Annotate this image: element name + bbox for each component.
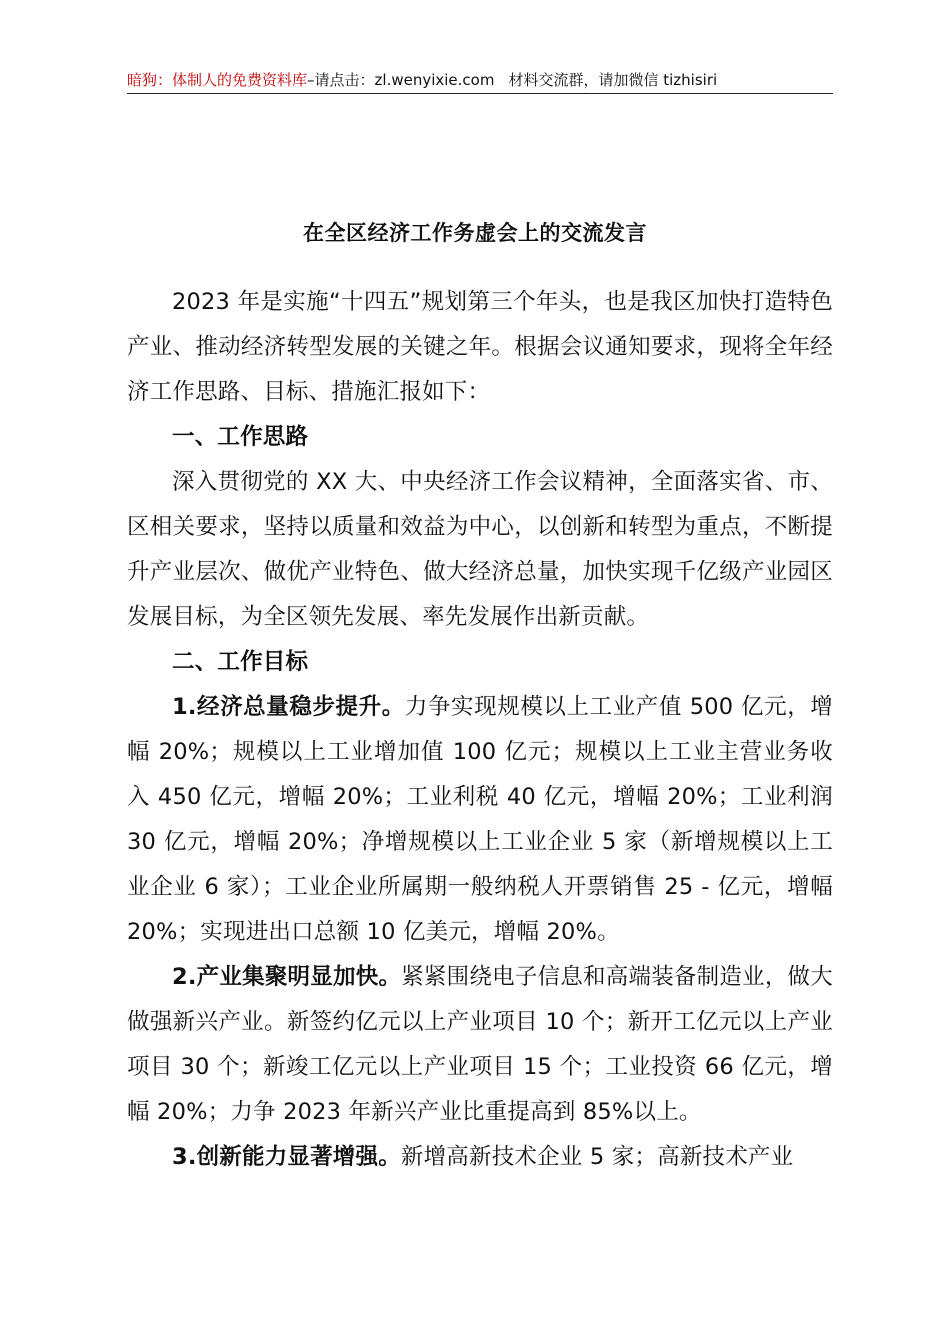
page-header bbox=[127, 70, 833, 90]
goal-item-lead: 2.产业集聚明显加快。 bbox=[172, 964, 402, 990]
section-heading-approach: 一、工作思路 bbox=[172, 424, 309, 450]
goal-item-text: 力争实现规模以上工业产值 500 亿元，增幅 20%；规模以上工业增加值 100 亿元；规模以上工业主营业务收入 450 亿元，增幅 20%；工业利税 40 亿元，增幅 20%；工业利润 30 亿元，增幅 20%；净增规模以上工业企业 5 家（新增规模以上工业企业 6 家）；工业企业所属期一般纳税人开票销售 25 - 亿元，增幅 20%；实现进出口总额 10 亿美元，增幅 20%。 bbox=[127, 694, 834, 945]
goal-item bbox=[127, 685, 833, 955]
goal-item-lead: 1.经济总量稳步提升。 bbox=[172, 694, 405, 720]
document-body bbox=[127, 280, 833, 1180]
goal-item-text: 紧紧围绕电子信息和高端装备制造业，做大做强新兴产业。新签约亿元以上产业项目 10 个；新开工亿元以上产业项目 30 个；新竣工亿元以上产业项目 15 个；工业投资 66 亿元，增幅 20%；力争 2023 年新兴产业比重提高到 85%以上。 bbox=[127, 964, 833, 1125]
header-url-link[interactable]: zl.wenyixie.com bbox=[374, 71, 495, 89]
document-title: 在全区经济工作务虚会上的交流发言 bbox=[303, 221, 647, 245]
approach-paragraph: 深入贯彻党的 XX 大、中央经济工作会议精神，全面落实省、市、区相关要求，坚持以质量和效益为中心，以创新和转型为重点，不断提升产业层次、做优产业特色、做大经济总量，加快实现千亿级产业园区发展目标，为全区领先发展、率先发展作出新贡献。 bbox=[127, 469, 833, 630]
goal-item-lead: 3.创新能力显著增强。 bbox=[172, 1144, 401, 1170]
goal-item bbox=[127, 955, 833, 1135]
goal-item-text: 新增高新技术企业 5 家；高新技术产业 bbox=[400, 1144, 794, 1170]
section-heading-goals: 二、工作目标 bbox=[172, 649, 309, 675]
header-divider bbox=[127, 93, 833, 94]
goal-item bbox=[127, 1135, 833, 1180]
header-click-prompt: –请点击： bbox=[307, 71, 375, 89]
intro-paragraph: 2023 年是实施“十四五”规划第三个年头，也是我区加快打造特色产业、推动经济转型发展的关键之年。根据会议通知要求，现将全年经济工作思路、目标、措施汇报如下： bbox=[127, 289, 833, 405]
header-brand: 暗狗：体制人的免费资料库 bbox=[127, 71, 308, 89]
header-wechat-note: 材料交流群，请加微信 tizhisiri bbox=[508, 71, 718, 89]
